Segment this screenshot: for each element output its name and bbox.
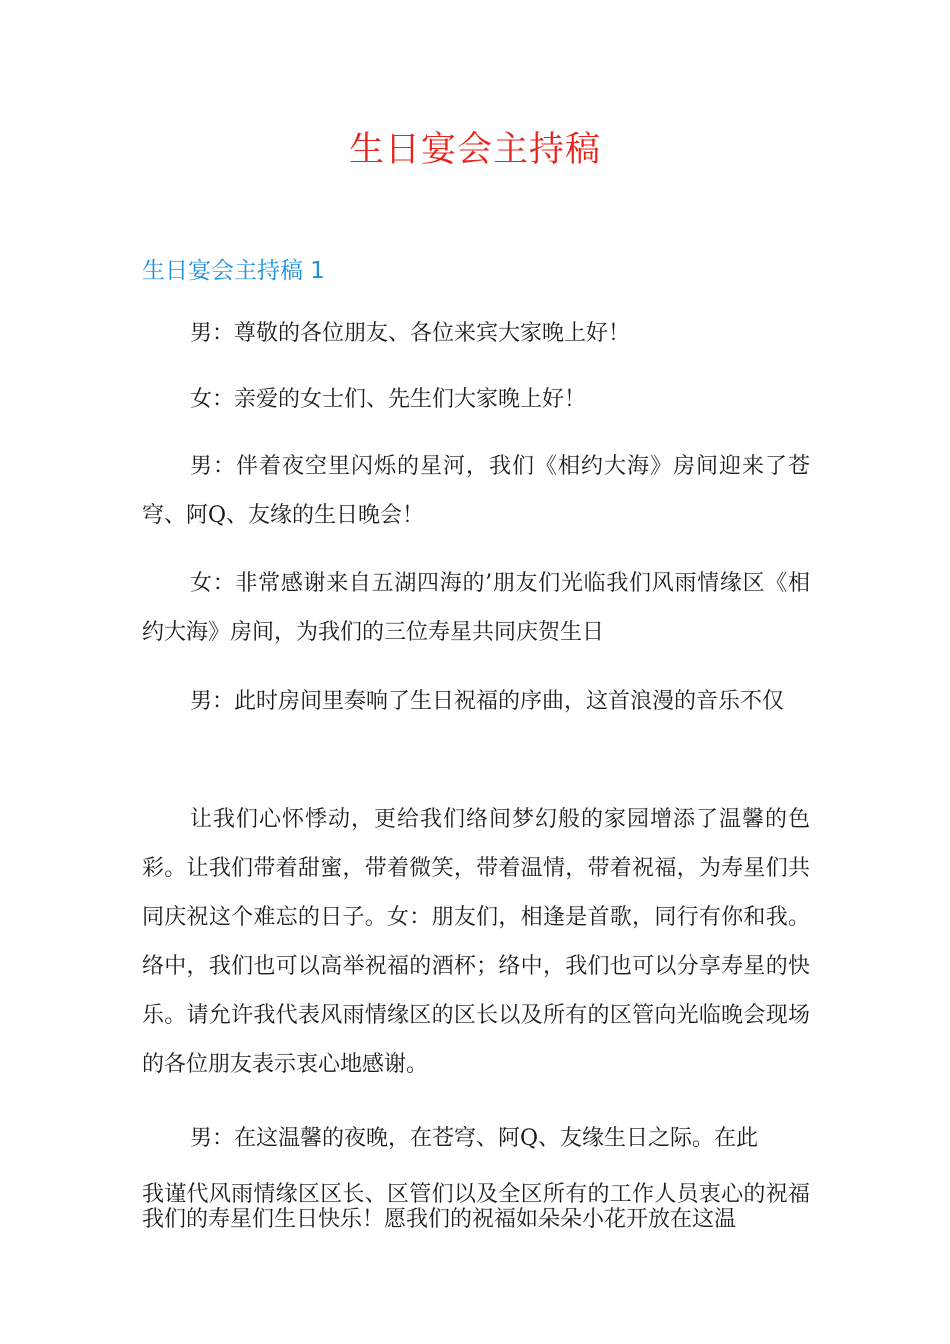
document-title: 生日宴会主持稿 [348,130,601,170]
paragraph-5: 男：此时房间里奏响了生日祝福的序曲，这首浪漫的音乐不仅 [190,689,785,714]
paragraph-6: 让我们心怀悸动，更给我们络间梦幻般的家园增添了温馨的色彩。让我们带着甜蜜，带着微笑，带着温情，带着祝福，为寿星们共同庆祝这个难忘的日子。女：朋友们，相逢是首歌，同行有你和我。络中，我们也可以高举祝福的酒杯；络中，我们也可以分享寿星的快乐。请允许我代表风雨情缘区的区长以及所有的区管向光临晚会现场的各位朋友表示衷心地感谢。 [142,807,810,1077]
paragraph-8: 我谨代风雨情缘区区长、区管们以及全区所有的工作人员衷心的祝福我们的寿星们生日快乐！愿我们的祝福如朵朵小花开放在这温 [142,1182,810,1232]
paragraph-1: 男：尊敬的各位朋友、各位来宾大家晚上好！ [190,321,631,346]
paragraph-4: 女：非常感谢来自五湖四海的’朋友们光临我们风雨情缘区《相约大海》房间，为我们的三位寿星共同庆贺生日 [142,571,810,645]
paragraph-2: 女：亲爱的女士们、先生们大家晚上好！ [190,387,587,412]
paragraph-3: 男：伴着夜空里闪烁的星河，我们《相约大海》房间迎来了苍穹、阿Q、友缘的生日晚会！ [142,454,810,528]
section-heading: 生日宴会主持稿 1 [142,258,325,284]
paragraph-7: 男：在这温馨的夜晚，在苍穹、阿Q、友缘生日之际。在此 [190,1126,759,1151]
